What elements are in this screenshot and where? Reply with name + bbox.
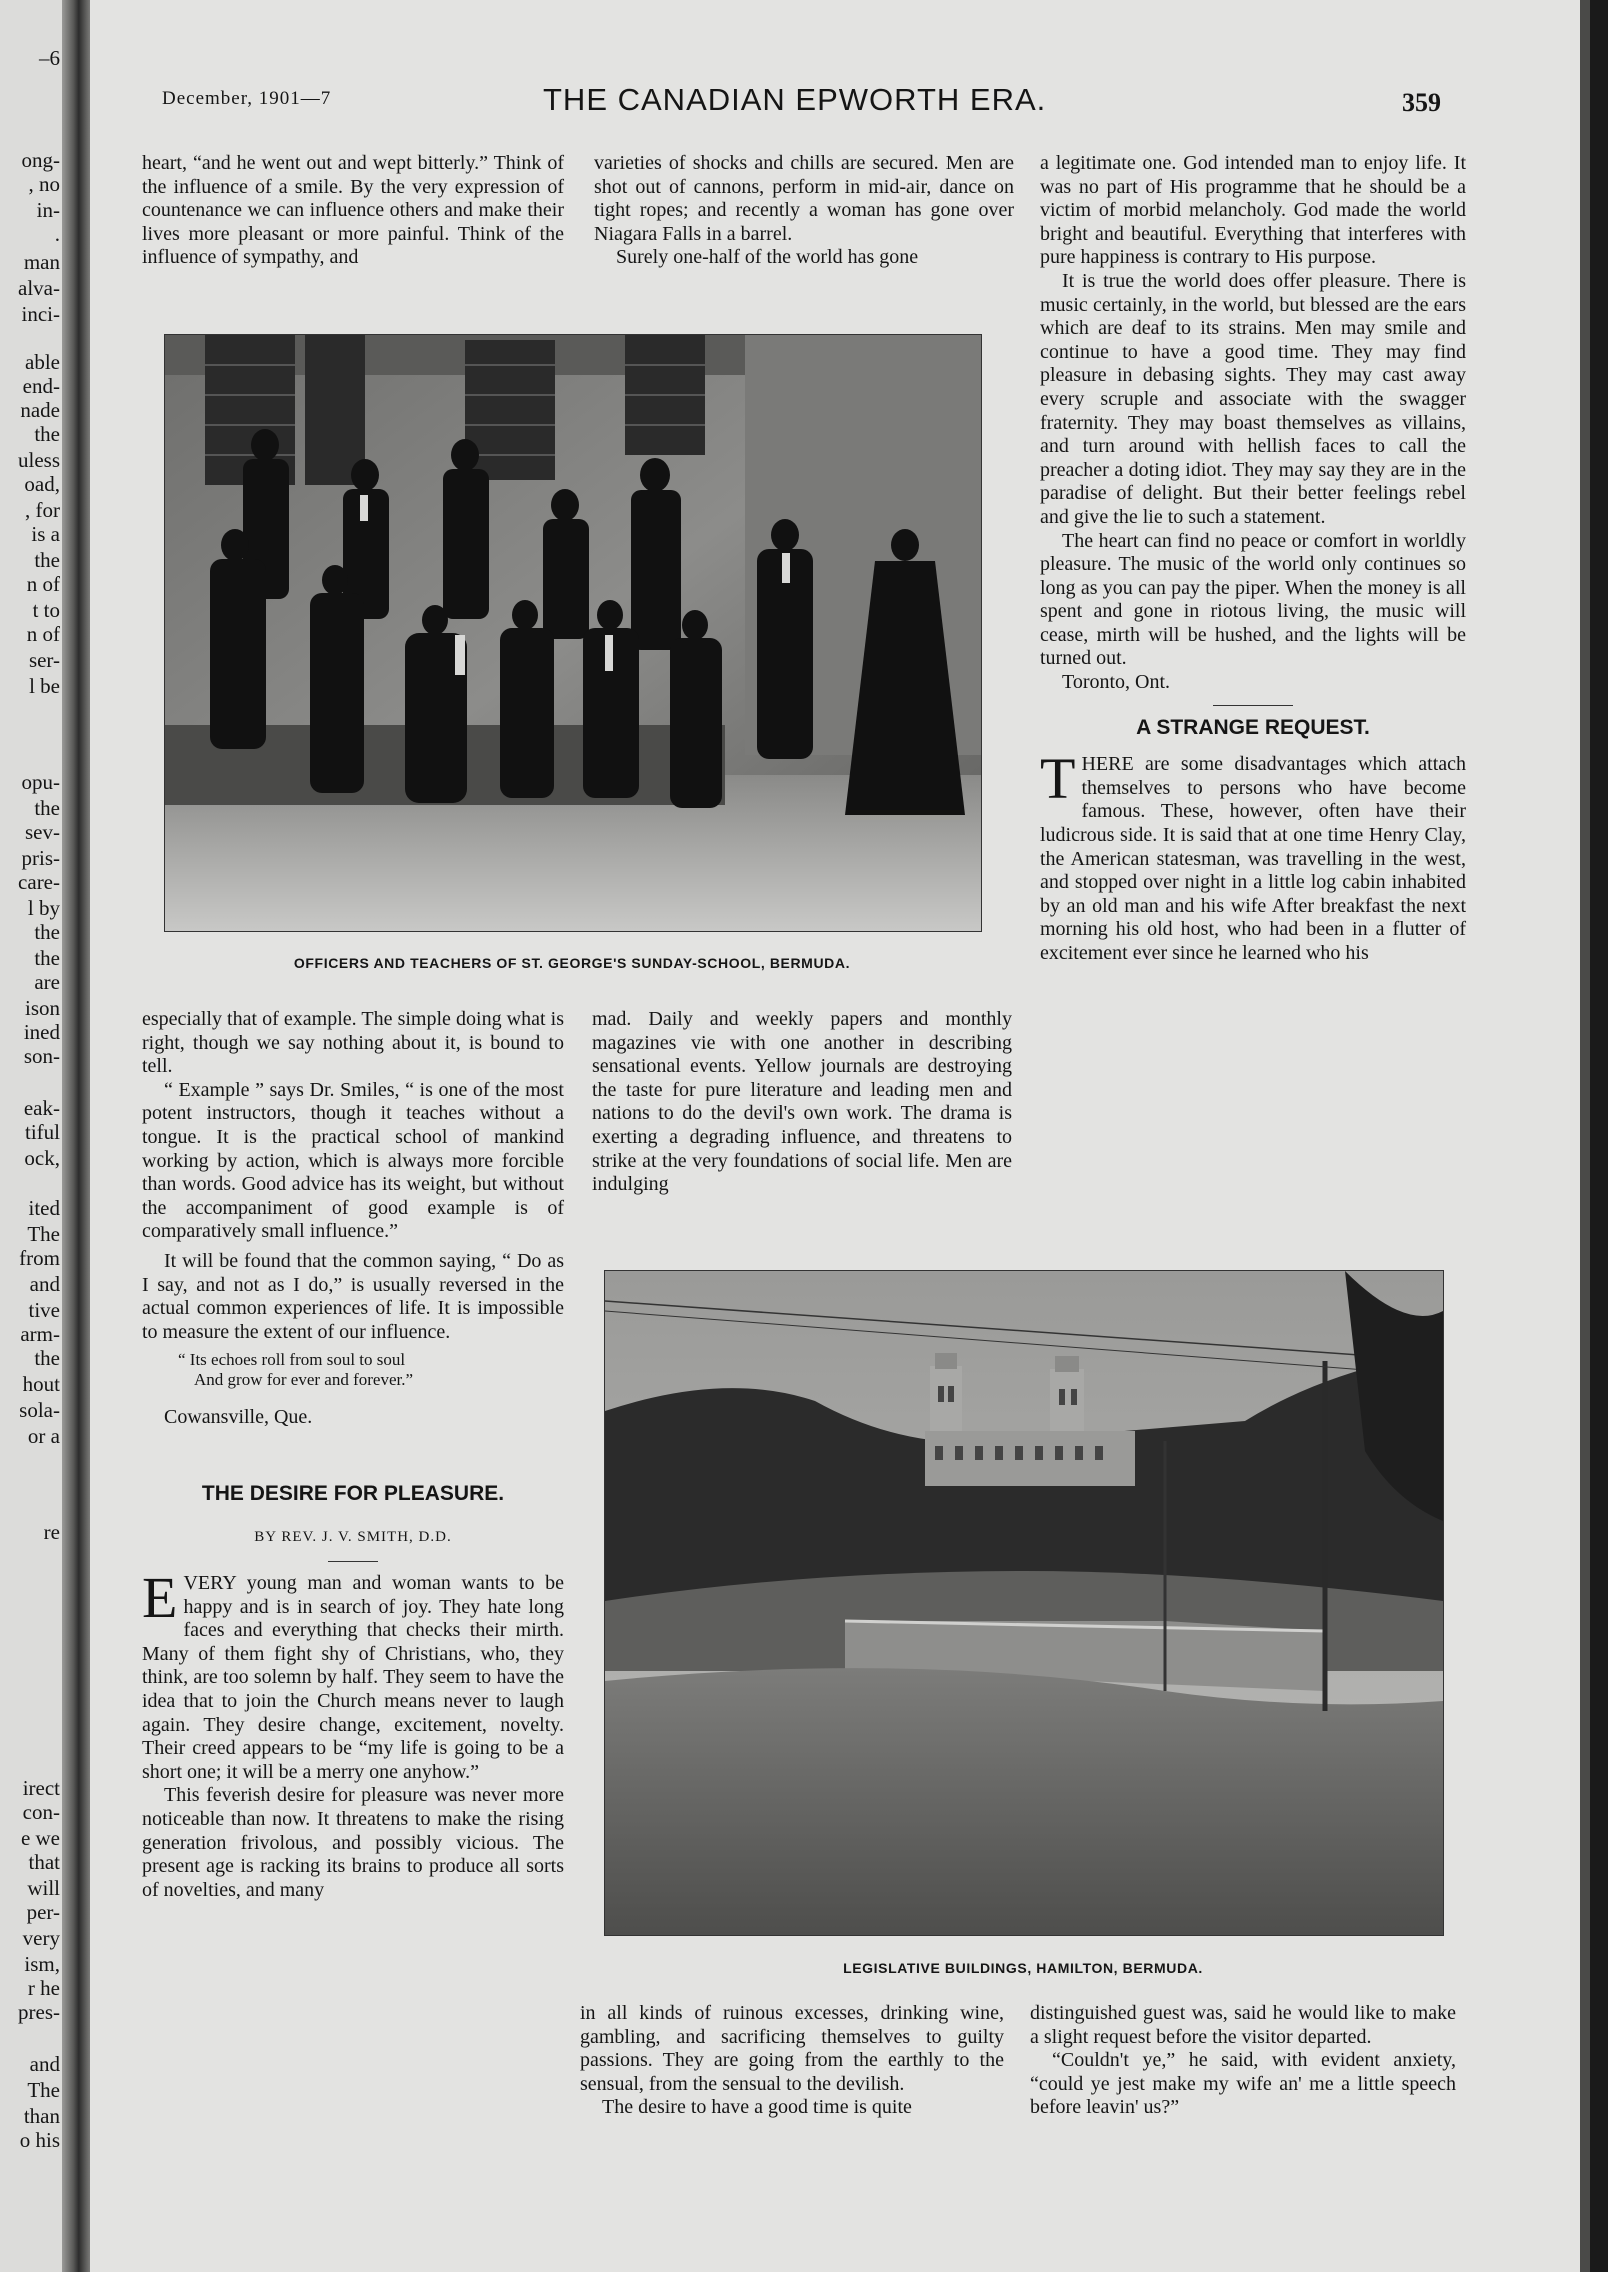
drop-cap: T	[1040, 746, 1076, 812]
column-2-middle	[592, 1008, 1012, 1197]
column-3-top	[1040, 152, 1466, 966]
paragraph: distinguished guest was, said he would like to make a slight request before the visitor departed.	[1030, 2002, 1456, 2048]
margin-fragment: pris-	[21, 846, 60, 870]
paragraph: This feverish desire for pleasure was never more noticeable than now. It threatens to make the rising generation frivolous, and possibly vicious. The present age is racking its brains to produce all sorts of novelties, and many	[142, 1784, 564, 1901]
paragraph: varieties of shocks and chills are secured. Men are shot out of cannons, perform in mid-air, dance on tight ropes; and recently a woman has gone over Niagara Falls in a barrel.	[594, 152, 1014, 245]
drop-cap: E	[142, 1565, 178, 1631]
group-photo-illustration	[165, 335, 981, 931]
margin-fragment: tive	[28, 1298, 60, 1322]
margin-fragment: very	[22, 1926, 60, 1950]
margin-fragment: ock,	[24, 1146, 60, 1170]
column-1-top	[142, 152, 564, 270]
margin-fragment: irect	[22, 1776, 60, 1800]
photo-caption: LEGISLATIVE BUILDINGS, HAMILTON, BERMUDA.	[843, 1960, 1203, 1976]
margin-fragment: The	[27, 1222, 60, 1246]
paragraph: mad. Daily and weekly papers and monthly magazines vie with one another in describing sensational events. Yellow journals are destroying the taste for pure literature and leading men and nations to do the devil's own work. The drama is exerting a degrading influence, and threatens to strike at the very foundations of social life. Men are indulging	[592, 1008, 1012, 1196]
margin-fragment: opu-	[21, 770, 60, 794]
margin-fragment: hout	[22, 1372, 60, 1396]
paragraph: EVERY young man and woman wants to be happy and is in search of joy. They hate long faces and everything that checks their mirth. Many of them fight shy of Christians, who, they think, are too solemn by half. They seem to have the idea that to join the Church means never to laugh again. They desire change, excitement, novelty. Their creed appears to be “my life is going to be a short one; it will be a merry one anyhow.”	[142, 1565, 564, 1783]
margin-fragment: r he	[27, 1976, 60, 2000]
margin-fragment: l by	[27, 896, 60, 920]
photo-caption: OFFICERS AND TEACHERS OF ST. GEORGE'S SUNDAY-SCHOOL, BERMUDA.	[293, 955, 851, 971]
margin-fragment: the	[34, 422, 60, 446]
paragraph: THERE are some disadvantages which attach themselves to persons who have become famous. These, however, often have their ludicrous side. It is said that at one time Henry Clay, the American statesman, was travelling in the west, and stopped over night in a little log cabin inhabited by an old man and his wife After breakfast the next morning his old host, who had been in a flutter of excitement ever since he learned who his	[1040, 746, 1466, 964]
margin-fragment: the	[34, 796, 60, 820]
margin-fragment: per-	[26, 1900, 60, 1924]
margin-fragment: , for	[25, 498, 60, 522]
margin-fragment: care-	[18, 870, 60, 894]
margin-fragment: will	[27, 1876, 60, 1900]
divider	[1213, 705, 1293, 706]
divider	[328, 1561, 378, 1562]
margin-fragment: alva-	[18, 276, 60, 300]
paragraph: in all kinds of ruinous excesses, drinking wine, gambling, and sacrificing themselves to guilty passions. They are going from the earthly to the sensual, from the sensual to the devilish.	[580, 2002, 1004, 2095]
margin-fragment: sola-	[19, 1398, 60, 1422]
margin-fragment: ined	[23, 1020, 60, 1044]
margin-fragment: uless	[18, 448, 60, 472]
margin-fragment: eak-	[23, 1096, 60, 1120]
issue-date: December, 1901—7	[162, 88, 332, 109]
column-1-middle	[142, 1008, 564, 1902]
margin-fragment: t to	[32, 598, 60, 622]
margin-fragment: nade	[20, 398, 60, 422]
margin-fragment: ism,	[24, 1952, 60, 1976]
margin-fragment: man	[23, 250, 60, 274]
article-heading-strange-request: A STRANGE REQUEST.	[1136, 715, 1370, 739]
margin-fragment: The	[27, 2078, 60, 2102]
paragraph: The desire to have a good time is quite	[602, 2096, 912, 2119]
margin-fragment: ison	[24, 996, 60, 1020]
column-2-top	[594, 152, 1014, 270]
margin-fragment: son-	[23, 1044, 60, 1068]
margin-fragment: pres-	[18, 2000, 60, 2024]
dateline: Toronto, Ont.	[1062, 671, 1171, 694]
margin-fragment: sev-	[25, 820, 60, 844]
paragraph: It will be found that the common saying, “ Do as I say, and not as I do,” is usually reversed in the actual common experiences of life. It is impossible to measure the extent of our influence.	[142, 1249, 564, 1343]
paragraph: especially that of example. The simple doing what is right, though we say nothing about it, is bound to tell.	[142, 1008, 564, 1078]
margin-fragment: oad,	[24, 472, 60, 496]
legislative-buildings-illustration	[605, 1271, 1443, 1935]
margin-fragment: than	[23, 2104, 60, 2128]
publication-title: THE CANADIAN EPWORTH ERA.	[543, 82, 1047, 117]
dateline: Cowansville, Que.	[164, 1406, 313, 1429]
margin-fragment: n of	[26, 622, 60, 646]
margin-fragment: from	[19, 1246, 60, 1270]
margin-fragment: , no	[28, 172, 60, 196]
margin-fragment: the	[34, 946, 60, 970]
margin-fragment: that	[28, 1850, 60, 1874]
paragraph: a legitimate one. God intended man to enjoy life. It was no part of His programme that he should be a victim of morbid melancholy. God made the world bright and beautiful. Everything that interferes with pure happiness is contrary to His purpose.	[1040, 152, 1466, 269]
book-gutter	[62, 0, 90, 2272]
paragraph: It is true the world does offer pleasure. There is music certainly, in the world, but blessed are the ears which are deaf to its strains. Men may smile and continue to have a good time. They may find pleasure in debasing sights. They may cast away every scruple and associate with the swagger fraternity. They may boast themselves as villains, and turn around with hellish faces to call the preacher a doting idiot. They may say they are in the paradise of delight. But their better feelings rebel and give the lie to such a statement.	[1040, 269, 1466, 528]
margin-fragment: the	[34, 548, 60, 572]
margin-fragment: e we	[20, 1826, 60, 1850]
margin-fragment: n of	[26, 572, 60, 596]
verse-quote: “ Its echoes roll from soul to soul And grow for ever and forever.”	[178, 1350, 414, 1390]
paragraph: The heart can find no peace or comfort in worldly pleasure. The music of the world only continues so long as you can pay the piper. When the money is all spent and gone in riotous living, the music will cease, mirth will be hushed, and the lights will be turned out.	[1040, 529, 1466, 670]
paragraph: “ Example ” says Dr. Smiles, “ is one of the most potent instructors, though it teaches without a tongue. It is the practical school of mankind working by action, which is always more forcible than words. Good advice has its weight, but without the accompaniment of good example is of comparatively small influence.”	[142, 1078, 564, 1243]
margin-fragment: ited	[28, 1196, 60, 1220]
margin-fragment: end-	[22, 374, 60, 398]
margin-fragment: are	[34, 970, 60, 994]
byline: BY REV. J. V. SMITH, D.D.	[254, 1528, 452, 1545]
margin-fragment: tiful	[25, 1120, 60, 1144]
margin-fragment: re	[43, 1520, 60, 1544]
adjacent-page-fragment	[0, 0, 62, 2272]
article-heading-desire-for-pleasure: THE DESIRE FOR PLEASURE.	[201, 1481, 505, 1505]
margin-fragment: –6	[39, 46, 60, 70]
paragraph: Surely one-half of the world has gone	[616, 246, 919, 269]
margin-fragment: the	[34, 920, 60, 944]
column-2-bottom	[580, 2002, 1004, 2120]
margin-fragment: ong-	[21, 148, 60, 172]
margin-fragment: the	[34, 1346, 60, 1370]
paragraph: heart, “and he went out and wept bitterly.” Think of the influence of a smile. By the very expression of countenance we can influence others and make their lives more pleasant or more painful. Think of the influence of sympathy, and	[142, 152, 564, 269]
margin-fragment: able	[25, 350, 60, 374]
margin-fragment: l be	[29, 674, 60, 698]
margin-fragment: .	[54, 222, 60, 246]
margin-fragment: and	[29, 2052, 60, 2076]
margin-fragment: arm-	[20, 1322, 60, 1346]
margin-fragment: inci-	[21, 302, 60, 326]
column-3-bottom	[1030, 2002, 1456, 2120]
margin-fragment: in-	[36, 198, 60, 222]
page-number: 359	[1402, 88, 1441, 117]
margin-fragment: and	[29, 1272, 60, 1296]
margin-fragment: or a	[27, 1424, 60, 1448]
legislative-buildings-photo	[604, 1270, 1444, 1936]
sunday-school-group-photo	[164, 334, 982, 932]
paragraph: “Couldn't ye,” he said, with evident anxiety, “could ye jest make my wife an' me a little speech before leavin' us?”	[1030, 2049, 1456, 2119]
margin-fragment: con-	[22, 1800, 60, 1824]
page-edge-shadow	[1580, 0, 1608, 2272]
margin-fragment: o his	[19, 2128, 60, 2152]
margin-fragment: ser-	[28, 648, 60, 672]
margin-fragment: is a	[31, 522, 60, 546]
